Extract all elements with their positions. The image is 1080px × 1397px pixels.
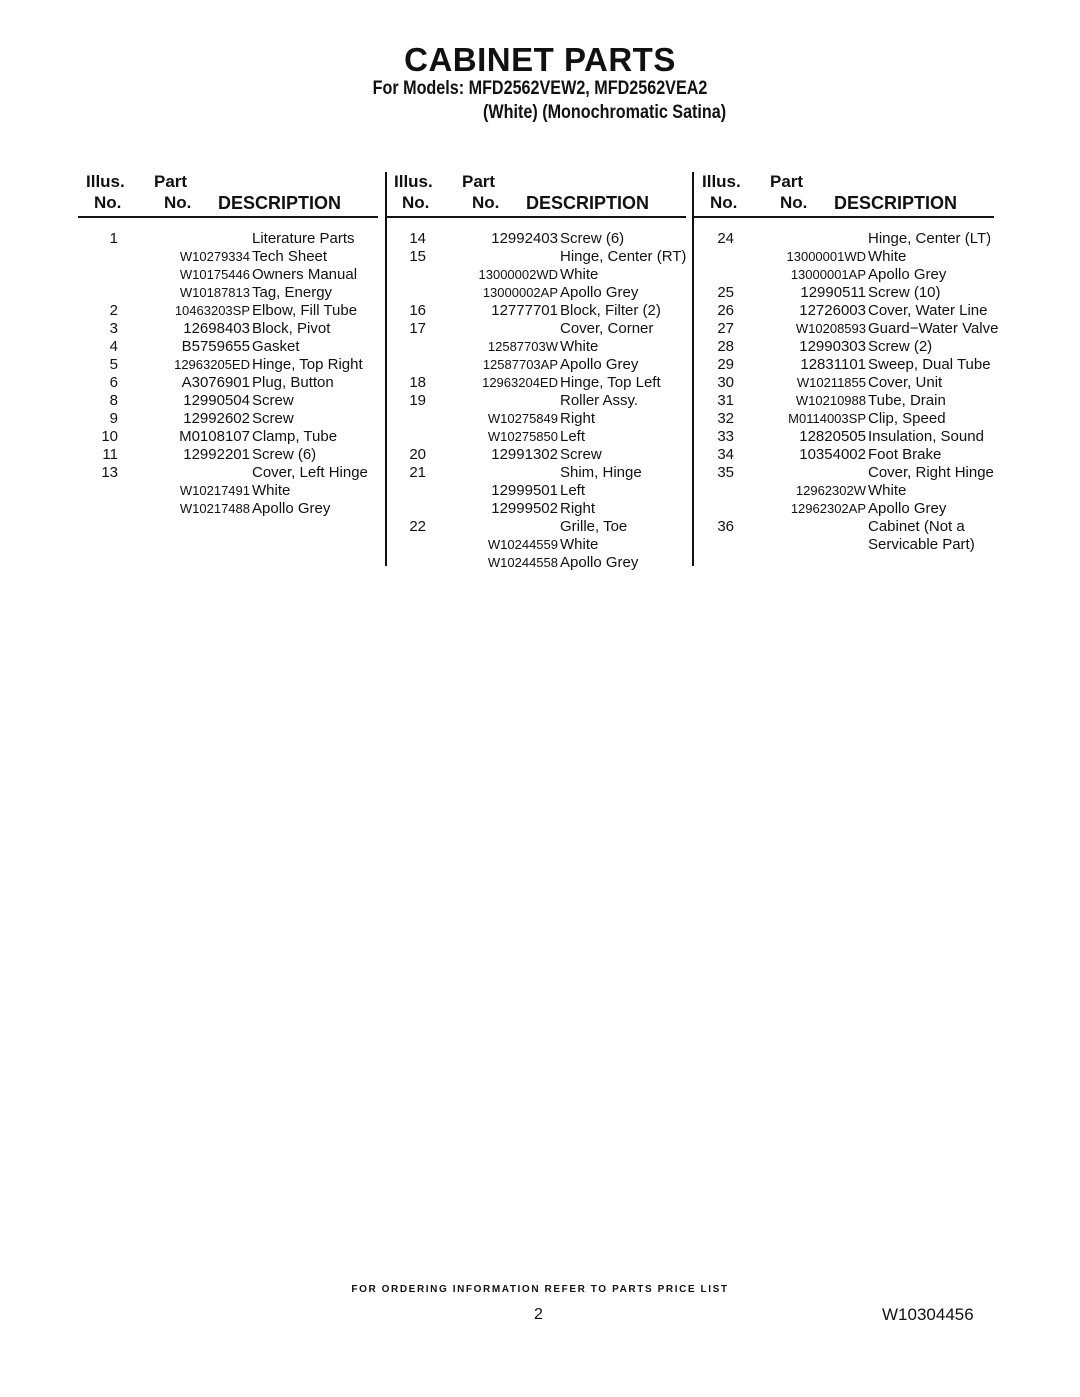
page-title: CABINET PARTS [404, 41, 676, 78]
part-number: M0108107 [179, 428, 250, 445]
illus-number: 4 [109, 338, 118, 355]
parts-row [386, 302, 686, 320]
part-number: 12992602 [183, 410, 250, 427]
part-number: 12991302 [491, 446, 558, 463]
illus-number: 33 [717, 428, 734, 445]
part-description: Shim, Hinge [560, 464, 642, 481]
header-illus-no: No. [94, 193, 122, 212]
part-description: Apollo Grey [868, 266, 947, 283]
part-number: M0114003SP [788, 411, 866, 426]
part-number: 12992201 [183, 446, 250, 463]
part-number: 12990511 [800, 284, 866, 301]
part-description: Elbow, Fill Tube [252, 302, 358, 319]
parts-row [694, 410, 994, 428]
parts-row [694, 356, 994, 374]
part-number: W10279334 [179, 249, 250, 264]
parts-rows [694, 230, 999, 554]
parts-row [386, 428, 686, 446]
part-number: B5759655 [181, 338, 250, 355]
parts-row [78, 392, 378, 410]
parts-row [694, 320, 999, 338]
header-illus: Illus. [394, 172, 433, 191]
parts-row [386, 554, 686, 572]
part-number: 12992403 [491, 230, 558, 247]
illus-number: 9 [109, 410, 118, 427]
parts-row [694, 248, 994, 266]
illus-number: 29 [717, 356, 734, 373]
header-description: DESCRIPTION [218, 193, 342, 213]
illus-number: 30 [717, 374, 734, 391]
illus-number: 5 [109, 356, 118, 373]
parts-row [694, 446, 994, 464]
parts-row [386, 518, 686, 536]
part-number: 12587703W [487, 339, 558, 354]
part-description: Left [560, 428, 586, 445]
part-number: 12726003 [799, 302, 866, 319]
part-number: 12962302W [795, 483, 866, 498]
part-description: Block, Pivot [252, 320, 331, 337]
part-description: Literature Parts [252, 230, 355, 247]
parts-row [78, 374, 378, 392]
part-number: 12820505 [799, 428, 866, 445]
part-number: 13000001AP [790, 267, 866, 282]
part-description: White [560, 536, 599, 553]
parts-row [78, 230, 378, 248]
part-description: Hinge, Top Right [252, 356, 363, 373]
illus-number: 21 [409, 464, 426, 481]
parts-rows [386, 230, 686, 572]
part-number: 12990504 [183, 392, 250, 409]
header-illus-no: No. [402, 193, 430, 212]
part-description: Apollo Grey [868, 500, 947, 517]
parts-row [694, 284, 994, 302]
illus-number: 24 [717, 230, 734, 247]
parts-row [78, 248, 378, 266]
part-number: 12587703AP [482, 357, 558, 372]
part-description: Screw (6) [252, 446, 317, 463]
part-number: 13000001WD [786, 249, 866, 264]
illus-number: 2 [109, 302, 118, 319]
part-description: Guard−Water Valve [868, 320, 999, 337]
parts-row [386, 446, 686, 464]
part-number: 13000002WD [478, 267, 558, 282]
parts-row [694, 230, 994, 248]
header-part: Part [770, 172, 804, 191]
part-number: W10244559 [487, 537, 558, 552]
part-description: Clip, Speed [868, 410, 946, 427]
page-number: 2 [534, 1306, 543, 1323]
part-description: Apollo Grey [252, 500, 331, 517]
parts-row [386, 500, 686, 518]
part-description: Tag, Energy [252, 284, 333, 301]
parts-row [78, 446, 378, 464]
illus-number: 32 [717, 410, 734, 427]
part-number: 12962302AP [790, 501, 866, 516]
illus-number: 25 [717, 284, 734, 301]
parts-row [78, 302, 378, 320]
parts-row [694, 374, 994, 392]
part-description: Cover, Left Hinge [252, 464, 368, 481]
parts-row [386, 284, 686, 302]
part-description: Apollo Grey [560, 284, 639, 301]
parts-row [694, 338, 994, 356]
part-number: W10244558 [487, 555, 558, 570]
part-description: Plug, Button [252, 374, 334, 391]
parts-row [694, 518, 994, 536]
part-number: 12963205ED [174, 357, 250, 372]
part-description: Screw (2) [868, 338, 933, 355]
header-part-no: No. [780, 193, 808, 212]
parts-column-1 [78, 172, 378, 518]
illus-number: 3 [109, 320, 118, 337]
document-number: W10304456 [882, 1305, 974, 1324]
illus-number: 13 [101, 464, 118, 481]
part-number: 12990303 [799, 338, 866, 355]
part-number: 13000002AP [482, 285, 558, 300]
parts-row [694, 428, 994, 446]
illus-number: 10 [101, 428, 118, 445]
illus-number: 27 [717, 320, 734, 337]
part-description: Clamp, Tube [252, 428, 338, 445]
header-description: DESCRIPTION [834, 193, 958, 213]
part-description: White [252, 482, 291, 499]
illus-number: 1 [109, 230, 118, 247]
part-number: W10275850 [487, 429, 558, 444]
header-illus: Illus. [702, 172, 741, 191]
part-number: 12698403 [183, 320, 250, 337]
part-number: 12777701 [491, 302, 558, 319]
part-number: 12963204ED [482, 375, 558, 390]
parts-row [694, 464, 994, 482]
parts-row [78, 500, 378, 518]
part-description: Apollo Grey [560, 554, 639, 571]
parts-column-3 [694, 172, 999, 554]
part-description: White [868, 482, 907, 499]
parts-row [386, 266, 686, 284]
illus-number: 22 [409, 518, 426, 535]
parts-row [386, 536, 686, 554]
part-description: Screw (10) [868, 284, 941, 301]
parts-row [694, 266, 994, 284]
part-description: Sweep, Dual Tube [868, 356, 991, 373]
parts-row [78, 428, 378, 446]
part-description: Hinge, Center (RT) [560, 248, 687, 265]
part-description: Gasket [252, 338, 300, 355]
colors-subtitle: (White) (Monochromatic Satina) [483, 102, 727, 123]
parts-row [78, 338, 378, 356]
part-number: W10210988 [795, 393, 866, 408]
illus-number: 36 [717, 518, 734, 535]
header-illus: Illus. [86, 172, 125, 191]
part-description: Screw [252, 392, 294, 409]
part-description: Screw (6) [560, 230, 625, 247]
parts-row [694, 536, 994, 554]
column-header [78, 172, 378, 218]
parts-row [386, 356, 686, 374]
parts-row [386, 410, 686, 428]
models-subtitle: For Models: MFD2562VEW2, MFD2562VEA2 [372, 78, 708, 99]
part-description: Cover, Corner [560, 320, 654, 337]
part-description: Right [560, 500, 596, 517]
illus-number: 11 [102, 446, 118, 463]
illus-number: 16 [409, 302, 426, 319]
illus-number: 31 [717, 392, 734, 409]
parts-row [78, 410, 378, 428]
parts-row [78, 464, 378, 482]
part-number: W10217488 [179, 501, 250, 516]
parts-row [78, 482, 378, 500]
illus-number: 8 [109, 392, 118, 409]
part-description: Hinge, Center (LT) [868, 230, 992, 247]
illus-number: 19 [409, 392, 426, 409]
part-description: Screw [252, 410, 294, 427]
header-part-no: No. [164, 193, 192, 212]
illus-number: 17 [409, 320, 426, 337]
ordering-note: FOR ORDERING INFORMATION REFER TO PARTS PRICE LIST [351, 1284, 729, 1295]
part-number: W10175446 [179, 267, 250, 282]
part-description: Servicable Part) [868, 536, 975, 553]
part-description: Cover, Right Hinge [868, 464, 994, 481]
parts-rows [78, 230, 378, 518]
part-description: White [560, 338, 599, 355]
part-description: White [560, 266, 599, 283]
part-description: Cabinet (Not a [868, 518, 965, 535]
part-number: 10354002 [799, 446, 866, 463]
part-number: W10187813 [179, 285, 250, 300]
part-description: Insulation, Sound [868, 428, 984, 445]
part-number: W10208593 [795, 321, 866, 336]
header-description: DESCRIPTION [526, 193, 650, 213]
part-description: Right [560, 410, 596, 427]
header-part-no: No. [472, 193, 500, 212]
parts-row [386, 464, 686, 482]
header-illus-no: No. [710, 193, 738, 212]
part-number: W10211855 [796, 375, 866, 390]
part-description: White [868, 248, 907, 265]
parts-row [386, 374, 686, 392]
part-description: Foot Brake [868, 446, 942, 463]
part-description: Tube, Drain [868, 392, 946, 409]
part-description: Apollo Grey [560, 356, 639, 373]
parts-row [386, 482, 686, 500]
illus-number: 26 [717, 302, 734, 319]
parts-row [386, 338, 686, 356]
parts-row [78, 320, 378, 338]
part-number: 12999502 [491, 500, 558, 517]
part-number: 12999501 [491, 482, 558, 499]
illus-number: 28 [717, 338, 734, 355]
illus-number: 35 [717, 464, 734, 481]
part-description: Owners Manual [252, 266, 358, 283]
part-description: Cover, Unit [868, 374, 943, 391]
parts-row [694, 302, 994, 320]
part-number: W10217491 [179, 483, 250, 498]
parts-row [386, 392, 686, 410]
illus-number: 14 [409, 230, 426, 247]
illus-number: 34 [717, 446, 734, 463]
parts-row [694, 392, 994, 410]
part-description: Block, Filter (2) [560, 302, 661, 319]
part-number: W10275849 [487, 411, 558, 426]
parts-column-2 [386, 172, 686, 572]
part-description: Left [560, 482, 586, 499]
part-description: Hinge, Top Left [560, 374, 661, 391]
part-description: Tech Sheet [252, 248, 328, 265]
part-description: Roller Assy. [560, 392, 639, 409]
part-number: A3076901 [181, 374, 250, 391]
header-part: Part [462, 172, 496, 191]
illus-number: 20 [409, 446, 426, 463]
parts-row [78, 356, 378, 374]
column-header [694, 172, 994, 218]
parts-row [386, 248, 686, 266]
part-number: 12831101 [800, 356, 866, 373]
part-number: 10463203SP [174, 303, 250, 318]
illus-number: 15 [409, 248, 426, 265]
column-header [386, 172, 686, 218]
illus-number: 6 [109, 374, 118, 391]
part-description: Screw [560, 446, 602, 463]
parts-row [694, 482, 994, 500]
part-description: Grille, Toe [560, 518, 628, 535]
parts-row [386, 320, 686, 338]
parts-row [694, 500, 994, 518]
parts-row [78, 284, 378, 302]
parts-row [386, 230, 686, 248]
header-part: Part [154, 172, 188, 191]
part-description: Cover, Water Line [868, 302, 988, 319]
illus-number: 18 [409, 374, 426, 391]
parts-row [78, 266, 378, 284]
